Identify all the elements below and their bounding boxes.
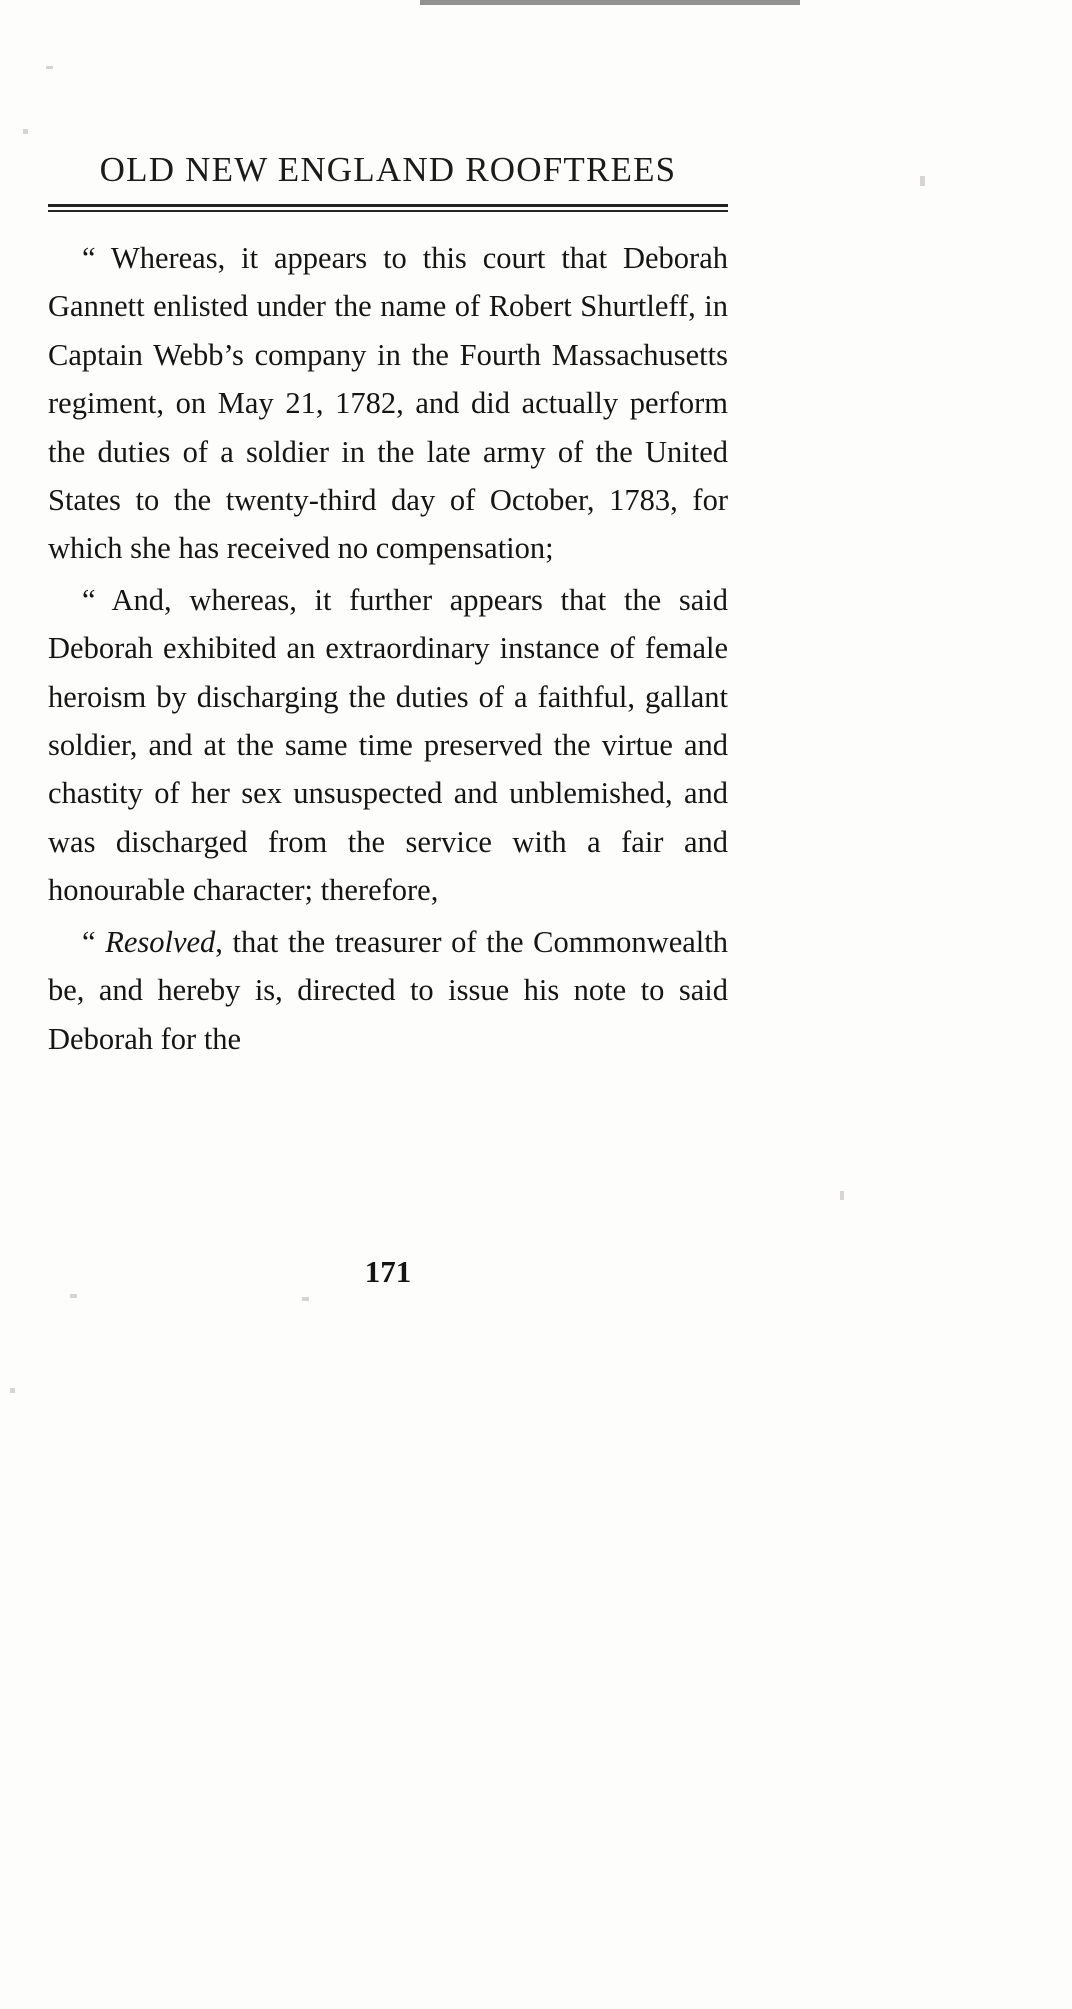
page-content — [48, 150, 728, 1063]
paragraph-resolved — [48, 918, 728, 1063]
scan-speck — [70, 1294, 77, 1298]
scan-edge-mark — [420, 0, 800, 5]
resolved-rest-text: , that the treasurer of the Commonwealth be, and hereby is, directed to issue his note to said Deborah for the — [48, 924, 728, 1056]
page-number: 171 — [364, 1254, 412, 1289]
running-head: OLD NEW ENGLAND ROOFTREES — [99, 150, 677, 189]
resolved-quote-mark: “ — [82, 924, 106, 959]
resolved-italic-word: Resolved — [105, 924, 216, 959]
scan-speck — [23, 129, 28, 134]
scan-speck — [302, 1297, 309, 1301]
scan-speck — [46, 66, 53, 69]
scan-speck — [920, 176, 925, 186]
paragraph-and-whereas: “ And, whereas, it further appears that the said Deborah exhibited an extraordinary instance of female heroism by discharging the duties of a faithful, gallant soldier, and at the same time preserved the virtue and chastity of her sex unsuspected and unblemished, and was discharged from the service with a fair and honourable character; therefore, — [48, 582, 728, 908]
rule-thin — [48, 210, 728, 212]
paragraph-whereas: “ Whereas, it appears to this court that Deborah Gannett enlisted under the name of Robert Shurtleff, in Captain Webb’s company in the Fourth Massachusetts regiment, on May 21, 1782, and did actually perform the duties of a soldier in the late army of the United States to the twenty-third day of October, 1783, for which she has received no compensation; — [48, 241, 728, 566]
scan-speck — [840, 1191, 844, 1200]
scan-speck — [10, 1388, 15, 1393]
header-double-rule — [48, 204, 728, 212]
